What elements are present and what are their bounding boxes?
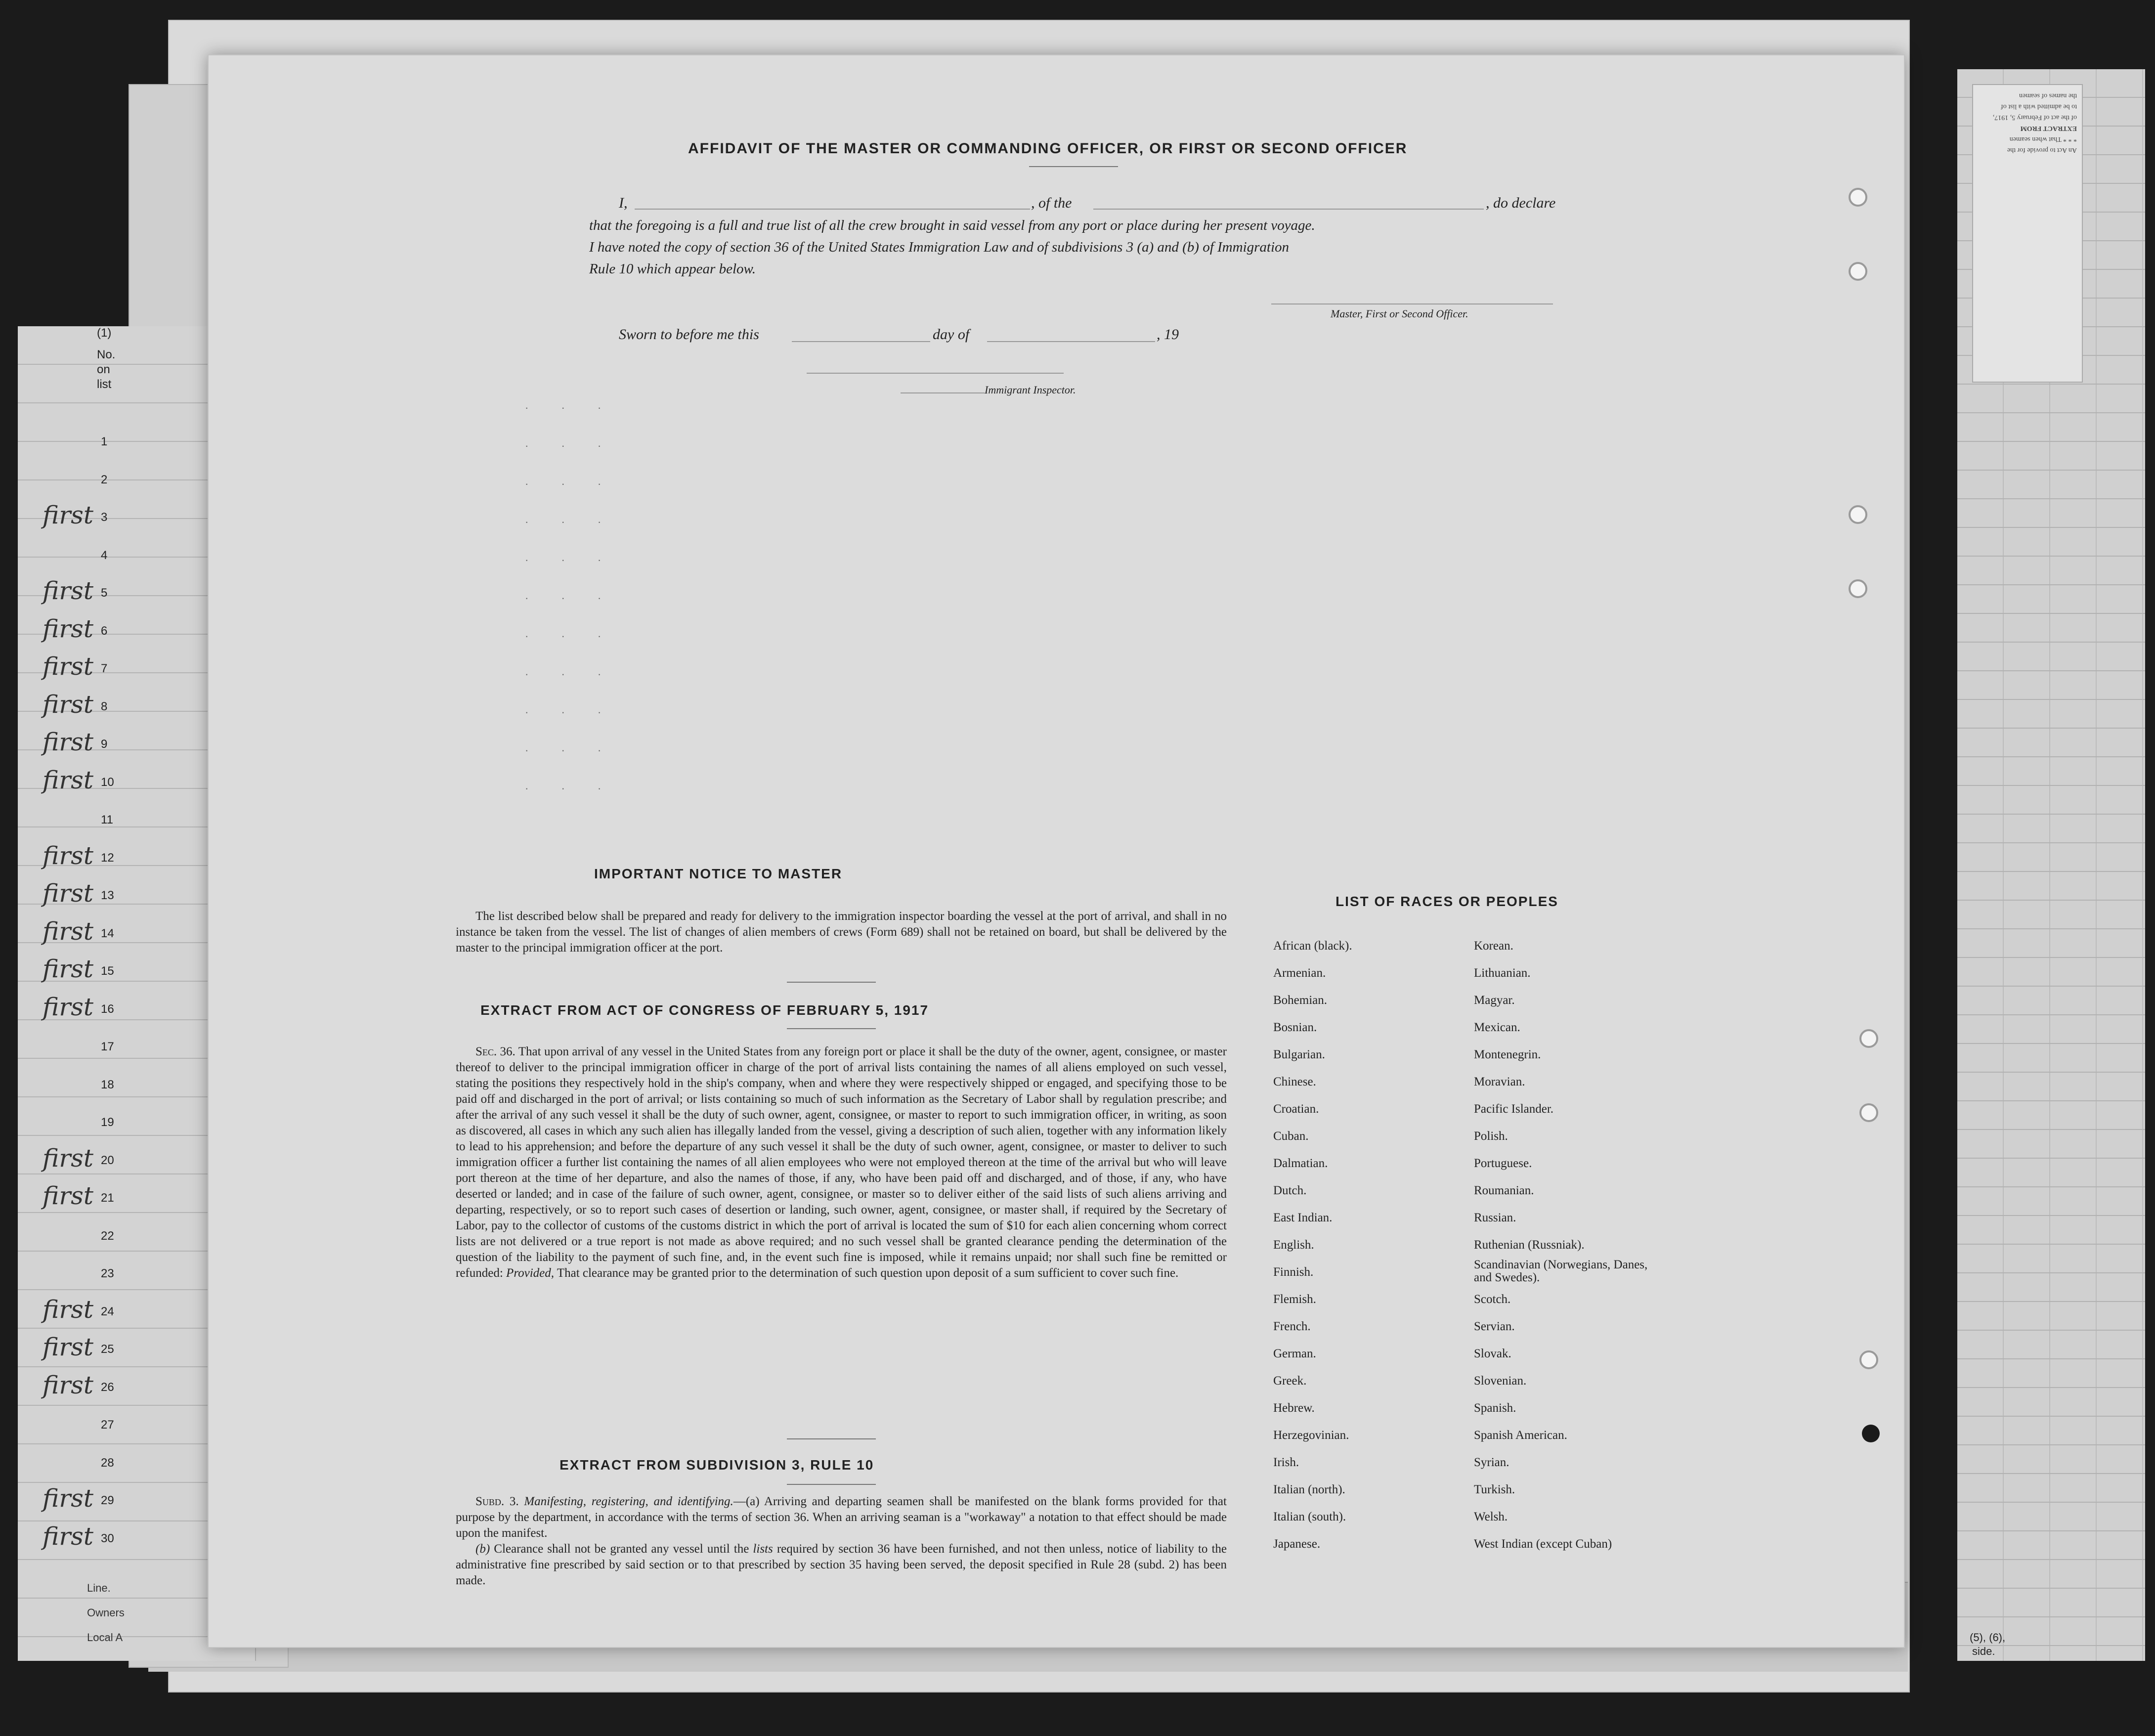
row-number: 15 — [101, 964, 114, 978]
bottom-label: Owners — [87, 1606, 125, 1619]
row-number: 20 — [101, 1153, 114, 1167]
affidavit-line-of-the: , of the — [1031, 195, 1072, 211]
sworn-month-blank[interactable] — [987, 341, 1155, 342]
punch-hole — [1849, 579, 1867, 598]
race-item: Spanish American. — [1474, 1429, 1567, 1442]
race-item: Italian (south). — [1273, 1510, 1346, 1523]
divider — [787, 1484, 876, 1485]
act-extract-text — [456, 1044, 1227, 1281]
dot-leader: · · · — [525, 706, 616, 718]
handwritten-mark: first — [43, 1370, 94, 1399]
column-sub-label: on — [97, 363, 110, 376]
race-item: Korean. — [1474, 939, 1513, 953]
inspector-label: Immigrant Inspector. — [985, 384, 1076, 396]
divider — [787, 1438, 876, 1439]
row-number: 8 — [101, 699, 108, 713]
affidavit-line-start: I, — [619, 195, 628, 211]
sworn-day: day of — [933, 326, 970, 343]
dot-leader: · · · — [525, 401, 616, 414]
dot-leader: · · · — [525, 630, 616, 642]
column-number-label: (1) — [97, 326, 112, 340]
rule-extract-title: EXTRACT FROM SUBDIVISION 3, RULE 10 — [560, 1457, 874, 1473]
bottom-label: Line. — [87, 1582, 111, 1594]
race-item: Lithuanian. — [1474, 966, 1531, 980]
notice-text — [456, 909, 1227, 956]
handwritten-mark: first — [43, 576, 94, 605]
handwritten-mark: first — [43, 992, 94, 1021]
sworn-start: Sworn to before me this — [619, 326, 759, 343]
bottom-label: Local A — [87, 1631, 123, 1644]
dot-leader: · · · — [525, 477, 616, 490]
signature-label: Master, First or Second Officer. — [1331, 307, 1468, 320]
race-item: German. — [1273, 1347, 1316, 1360]
row-number: 3 — [101, 511, 108, 524]
handwritten-mark: first — [43, 1484, 94, 1513]
column-sub-label: list — [97, 378, 112, 391]
race-item: Japanese. — [1273, 1537, 1321, 1551]
handwritten-mark: first — [43, 728, 94, 756]
corner-column-text-2: side. — [1972, 1645, 1995, 1657]
handwritten-mark: first — [43, 765, 94, 794]
row-number: 1 — [101, 435, 108, 448]
row-number: 11 — [101, 813, 113, 826]
race-item: Flemish. — [1273, 1293, 1316, 1306]
race-item: Cuban. — [1273, 1129, 1309, 1143]
race-item: African (black). — [1273, 939, 1352, 953]
race-item: Spanish. — [1474, 1401, 1516, 1415]
race-item: Slovak. — [1474, 1347, 1511, 1360]
race-item: Syrian. — [1474, 1456, 1509, 1469]
affidavit-page — [208, 54, 1905, 1648]
race-item: Welsh. — [1474, 1510, 1508, 1523]
affidavit-line-3: I have noted the copy of section 36 of the United States Immigration Law and of subdivisions 3 (a) and (b) of Immigration — [589, 239, 1290, 255]
race-item: French. — [1273, 1320, 1311, 1333]
row-number: 22 — [101, 1229, 114, 1243]
race-item: Herzegovinian. — [1273, 1429, 1349, 1442]
paragraph-b-start: Clearance shall not be granted any vessel until the — [494, 1542, 749, 1556]
punch-hole — [1849, 188, 1867, 207]
dot-leader: · · · — [525, 744, 616, 756]
row-number: 9 — [101, 738, 108, 751]
handwritten-mark: first — [43, 690, 94, 719]
clipping-line: * * * That when seamen — [2009, 135, 2077, 143]
row-number: 4 — [101, 548, 108, 562]
sworn-year: , 19 — [1157, 326, 1179, 343]
row-number: 14 — [101, 926, 114, 940]
race-item: Scotch. — [1474, 1293, 1511, 1306]
race-item: West Indian (except Cuban) — [1474, 1537, 1612, 1551]
vessel-blank[interactable] — [1093, 209, 1484, 210]
row-number: 21 — [101, 1191, 114, 1205]
handwritten-mark: first — [43, 1521, 94, 1551]
handwritten-mark: first — [43, 614, 94, 643]
notice-title: IMPORTANT NOTICE TO MASTER — [594, 866, 843, 881]
section-text-end: That clearance may be granted prior to the determination of such question upon deposit of a sum sufficient to cover such fine. — [557, 1266, 1179, 1280]
divider — [787, 982, 876, 983]
race-item: Ruthenian (Russniak). — [1474, 1238, 1585, 1252]
inspector-signature-line[interactable] — [901, 392, 985, 393]
row-number: 29 — [101, 1494, 114, 1507]
race-item: Bulgarian. — [1273, 1048, 1325, 1061]
row-number: 16 — [101, 1002, 114, 1016]
race-item: Portuguese. — [1474, 1157, 1532, 1170]
affidavit-line-4: Rule 10 which appear below. — [589, 261, 756, 277]
clipping-line: to be admitted with a list of — [2001, 103, 2077, 110]
newspaper-clipping — [1972, 84, 2083, 383]
column-sub-label: No. — [97, 348, 116, 361]
row-number: 13 — [101, 889, 114, 902]
handwritten-mark: first — [43, 841, 94, 870]
notice-paragraph: The list described below shall be prepared and ready for delivery to the immigration inspector boarding the vessel at the port of arrival, and shall in no instance be taken from the vessel. The list of changes of alien members of crews (Form 689) shall not be retained on board, but shall be delivered by the master to the principal immigration officer at the port. — [456, 910, 1227, 955]
race-item: Croatian. — [1273, 1102, 1319, 1116]
affidavit-line-2: that the foregoing is a full and true list of all the crew brought in said vessel from any port or place during her present voyage. — [589, 217, 1315, 233]
handwritten-mark: first — [43, 1295, 94, 1324]
paragraph-a: —(a) Arriving and departing seamen shall be manifested on the blank forms provided for that purpose by the department, in accordance with the terms of section 36. When an arriving seaman is a "workaway" a notation to that effect should be made upon the manifest. — [456, 1495, 1227, 1540]
race-item: Italian (north). — [1273, 1483, 1345, 1496]
dot-leader: · · · — [525, 439, 616, 452]
race-item: Dalmatian. — [1273, 1157, 1328, 1170]
race-item: Greek. — [1273, 1374, 1307, 1388]
section-text: That upon arrival of any vessel in the United States from any foreign port or place it shall be the duty of the owner, agent, consignee, or master thereof to deliver to the principal immigration officer in charge of the port of arrival lists containing the names of all aliens employed on such vessel, stating the positions they respectively hold in the ship's company, when and where they were respectively shipped or engaged, and specifying those to be paid off and discharged in the port of arrival; or lists containing so much of such information as the Secretary of Labor shall by regulation prescribe; and after the arrival of any such vessel it shall be the duty of such owner, agent, consignee, or master to report to such immigration officer, in writing, as soon as discovered, all cases in which any such alien has illegally landed from the vessel, giving a description of such alien, together with any information likely to lead to his apprehension; and before the departure of any such vessel it shall be the duty of such owner, agent, consignee, or master to deliver to such immigration officer a further list containing the names of all alien employees who were not employed thereon at the time of the arrival but who will leave port thereon at the time of her departure, and also the names of those, if any, who have been paid off and discharged, and of those, if any, who have deserted or landed; and in case of the failure of such owner, agent, consignee, or master so to deliver either of the said lists of such aliens arriving and departing, respectively, or so to report such cases of desertion or landing, such owner, agent, consignee, or master shall, if required by the Secretary of Labor, pay to the collector of customs of the customs district in which the port of arrival is located the sum of $10 for each alien concerning whom correct lists are not delivered or a true report is not made as above required; and no such vessel shall be granted clearance pending the determination of the question of the liability to the payment of such fine, and, in the event such fine is imposed, while it remains unpaid; nor shall such fine be remitted or refunded: — [456, 1045, 1227, 1280]
race-item: Finnish. — [1273, 1265, 1314, 1279]
race-item: English. — [1273, 1238, 1314, 1252]
row-number: 18 — [101, 1078, 114, 1091]
handwritten-mark: first — [43, 1181, 94, 1210]
dot-leader: · · · — [525, 554, 616, 566]
race-item: Hebrew. — [1273, 1401, 1315, 1415]
handwritten-mark: first — [43, 1143, 94, 1172]
clipping-line: EXTRACT FROM — [2020, 125, 2077, 132]
paragraph-b-lists: lists — [753, 1542, 773, 1556]
race-item: Roumanian. — [1474, 1184, 1534, 1197]
race-item: Irish. — [1273, 1456, 1299, 1469]
paragraph-b-label: (b) — [475, 1542, 490, 1556]
paragraph-b-rest: required by section 36 have been furnished, and not then unless, notice of liability to the administrative fine prescribed by said section or to that prescribed by section 35 having been served, the deposit specified in Rule 28 (subd. 2) has been made. — [456, 1542, 1227, 1587]
clipping-text — [1973, 85, 2082, 160]
row-number: 23 — [101, 1267, 114, 1280]
race-item: Servian. — [1474, 1320, 1515, 1333]
act-extract-title: EXTRACT FROM ACT OF CONGRESS OF FEBRUARY 5, 1917 — [480, 1002, 929, 1018]
race-item: Polish. — [1474, 1129, 1508, 1143]
subdivision-label: Subd. 3. — [475, 1495, 519, 1508]
dot-leader: · · · — [525, 516, 616, 528]
handwritten-mark: first — [43, 1333, 94, 1361]
race-item: Dutch. — [1273, 1184, 1307, 1197]
race-item: Magyar. — [1474, 994, 1515, 1007]
section-label: Sec. 36. — [475, 1045, 516, 1058]
row-number: 7 — [101, 662, 108, 675]
clipping-line: An Act to provide for the — [2007, 146, 2077, 154]
row-number: 26 — [101, 1380, 114, 1394]
punch-hole — [1859, 1103, 1878, 1122]
race-item: Moravian. — [1474, 1075, 1525, 1088]
handwritten-mark: first — [43, 955, 94, 983]
affidavit-line-end: , do declare — [1486, 195, 1556, 211]
corner-column-text: (5), (6), — [1970, 1631, 2006, 1644]
race-item: East Indian. — [1273, 1211, 1333, 1224]
row-number: 17 — [101, 1040, 114, 1053]
row-number: 2 — [101, 473, 108, 486]
row-number: 12 — [101, 851, 114, 865]
race-item: Armenian. — [1273, 966, 1326, 980]
rule-extract-text — [456, 1494, 1227, 1589]
clipping-line: the names of seamen — [2019, 92, 2077, 99]
race-item: Bosnian. — [1273, 1021, 1317, 1034]
handwritten-mark: first — [43, 501, 94, 529]
punch-hole — [1849, 262, 1867, 281]
punch-hole — [1862, 1425, 1880, 1442]
row-number: 5 — [101, 586, 108, 600]
punch-hole — [1859, 1350, 1878, 1369]
punch-hole — [1849, 505, 1867, 524]
race-item: Montenegrin. — [1474, 1048, 1541, 1061]
inspector-line-top — [807, 373, 1064, 374]
row-number: 25 — [101, 1343, 114, 1356]
race-item: Scandinavian (Norwegians, Danes, and Swedes). — [1474, 1258, 1648, 1284]
dot-leader: · · · — [525, 782, 616, 794]
subdivision-heading: Manifesting, registering, and identifying. — [524, 1495, 733, 1508]
divider — [787, 1028, 876, 1029]
races-title: LIST OF RACES OR PEOPLES — [1336, 894, 1558, 909]
affidavit-title: AFFIDAVIT OF THE MASTER OR COMMANDING OFFICER, OR FIRST OR SECOND OFFICER — [688, 140, 1408, 157]
row-number: 24 — [101, 1304, 114, 1318]
handwritten-mark: first — [43, 879, 94, 908]
row-number: 19 — [101, 1116, 114, 1129]
name-blank[interactable] — [635, 209, 1030, 210]
divider — [1029, 166, 1118, 167]
handwritten-mark: first — [43, 916, 94, 946]
race-item: Pacific Islander. — [1474, 1102, 1554, 1116]
row-number: 10 — [101, 775, 114, 789]
handwritten-mark: first — [43, 652, 94, 681]
punch-hole — [1859, 1029, 1878, 1048]
row-number: 28 — [101, 1456, 114, 1470]
race-item: Slovenian. — [1474, 1374, 1527, 1388]
race-item: Russian. — [1474, 1211, 1516, 1224]
clipping-line: of the act of February 5, 1917, — [1992, 114, 2077, 121]
race-item: Bohemian. — [1273, 994, 1328, 1007]
dot-leader: · · · — [525, 592, 616, 604]
race-item: Mexican. — [1474, 1021, 1520, 1034]
row-number: 30 — [101, 1531, 114, 1545]
sworn-day-blank[interactable] — [792, 341, 930, 342]
row-number: 27 — [101, 1418, 114, 1432]
race-item: Turkish. — [1474, 1483, 1515, 1496]
row-number: 6 — [101, 624, 108, 638]
dot-leader: · · · — [525, 668, 616, 680]
proviso-word: Provided, — [506, 1266, 555, 1280]
race-item: Chinese. — [1273, 1075, 1316, 1088]
